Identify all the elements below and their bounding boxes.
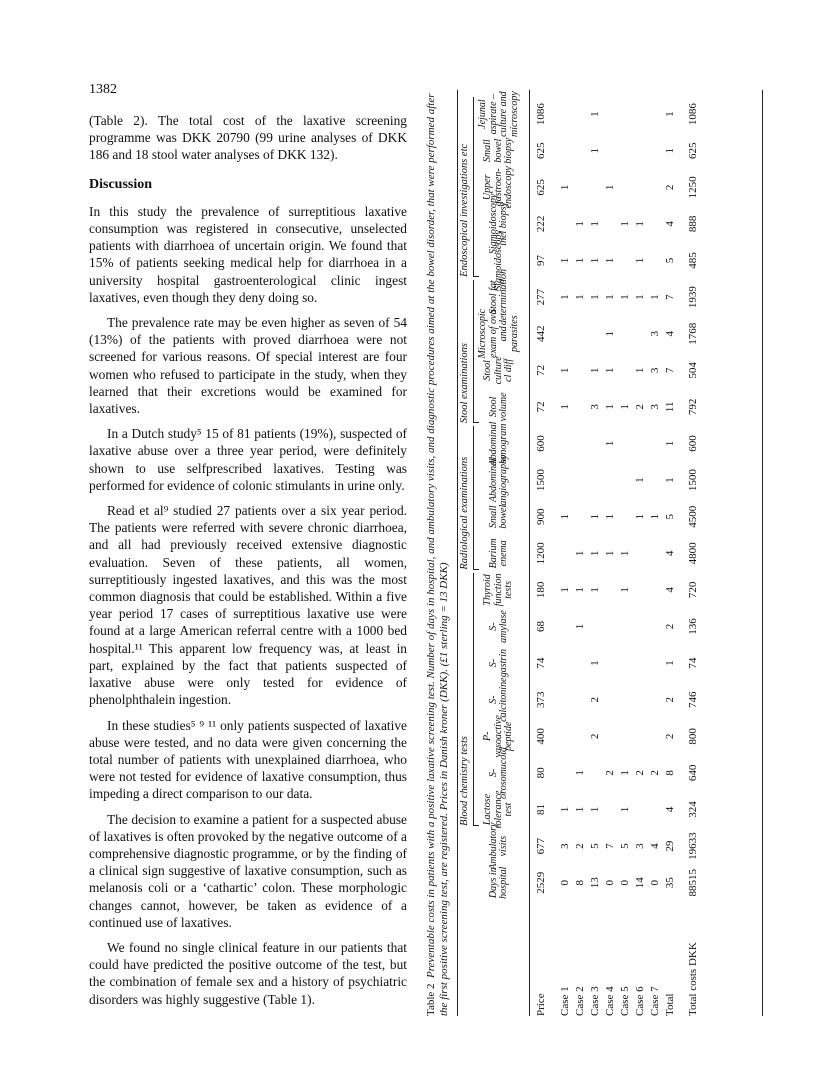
- table-cell: 2529: [535, 871, 547, 894]
- table-column-header: Stool volume: [487, 392, 509, 422]
- table-cell: 1: [634, 367, 646, 374]
- table-cell: 2: [634, 404, 646, 410]
- table-column-header: Small bowel: [487, 504, 509, 529]
- table-cell: 1: [604, 184, 616, 191]
- table-column-header: Days in hospital: [487, 866, 509, 899]
- table-cell: 1: [619, 404, 631, 410]
- table-cell: 1939: [687, 286, 699, 309]
- table-row-label: Case 4: [604, 986, 616, 1016]
- table-cell: 1500: [687, 469, 699, 492]
- table-cell: 4: [664, 330, 676, 337]
- table-cell: 1086: [535, 103, 547, 126]
- table-cell: 485: [687, 252, 699, 269]
- table-cell: 1: [559, 806, 571, 813]
- table-cell: 1: [574, 623, 586, 630]
- table-column-header: Barium enema: [487, 538, 509, 569]
- table-row-label: Case 1: [559, 986, 571, 1016]
- table-cell: 4: [664, 806, 676, 813]
- table-rule-top: [457, 90, 458, 1016]
- table-cell: 0: [649, 879, 661, 886]
- table-cell: 1: [589, 111, 601, 117]
- table-cell: 800: [687, 728, 699, 745]
- table-cell: 1500: [535, 469, 547, 492]
- table-column-header: Abdominal sonogram: [487, 421, 509, 466]
- table-column-header: Lactose tolerance test: [482, 790, 515, 829]
- table-cell: 1: [574, 587, 586, 593]
- table-cell: 5: [664, 513, 676, 520]
- table-cell: 8: [574, 879, 586, 886]
- table-rule-bottom: [762, 90, 763, 1016]
- table-column-header: Jejunal aspirate – culture and microscopy: [477, 91, 520, 137]
- table-cell: 1: [619, 294, 631, 300]
- table-cell: 1: [589, 257, 601, 264]
- table-cell: 72: [535, 401, 547, 413]
- table-cell: 19633: [687, 832, 699, 860]
- table-cell: 1: [664, 147, 676, 154]
- table-cell: 3: [649, 367, 661, 374]
- table-row-label: Case 6: [634, 986, 646, 1016]
- table-cell: 1: [574, 221, 586, 227]
- table-cell: 7: [664, 294, 676, 300]
- table-cell: 88515: [687, 868, 699, 897]
- table-cell: 4800: [687, 542, 699, 565]
- table-cell: 1: [559, 294, 571, 300]
- table-cell: 80: [535, 767, 547, 779]
- table-cell: 1: [634, 221, 646, 227]
- table-column-header: Upper gastroen-endoscopy: [482, 166, 515, 209]
- table-cell: 1: [664, 440, 676, 447]
- table-cell: 504: [687, 362, 699, 379]
- table-cell: 1200: [535, 542, 547, 565]
- table-cell: 1: [619, 806, 631, 813]
- table-cell: 4500: [687, 505, 699, 528]
- table-cell: 600: [535, 435, 547, 452]
- table-group-header: Stool examinations: [459, 343, 470, 424]
- table-column-header: S-amylase: [487, 610, 509, 643]
- table-cell: 1: [589, 660, 601, 666]
- table-cell: 640: [687, 764, 699, 782]
- page-number: 1382: [89, 82, 117, 97]
- table-cell: 3: [589, 404, 601, 410]
- table-cell: 180: [535, 581, 547, 599]
- table-cell: 900: [535, 508, 547, 525]
- table-cell: 4: [649, 843, 661, 849]
- table-cell: 1: [649, 294, 661, 300]
- table-cell: 4: [664, 587, 676, 593]
- table-cell: 2: [604, 770, 616, 776]
- table-cell: 1: [589, 550, 601, 557]
- table-cell: 1: [559, 367, 571, 374]
- table-cell: 68: [535, 621, 547, 633]
- table-cell: 1086: [687, 103, 699, 126]
- table-cell: 625: [535, 142, 547, 159]
- table-cell: 5: [589, 843, 601, 849]
- table-rule-header: [529, 90, 530, 1016]
- paragraph: In this study the prevalence of surreptitious laxative consumption was registered in consecutive, unselected patients with diarrhoea of uncertain origin. We found that 15% of patients seeking medical help for diarrhoea in a university hospital gastroenterological clinic ingest laxatives, even though they deny doing so.: [89, 203, 407, 305]
- table-row-label: Total: [664, 993, 676, 1016]
- table-cell: 1: [604, 330, 616, 337]
- table-cell: 1: [604, 294, 616, 300]
- table-cell: 1: [574, 550, 586, 557]
- table-cell: 1: [649, 513, 661, 520]
- table-cell: 677: [535, 837, 547, 855]
- table-row-label: Price: [535, 993, 547, 1016]
- table-cell: 35: [664, 877, 676, 889]
- table-column-header: P-vasoactive peptide: [482, 715, 515, 758]
- table-cell: 0: [619, 879, 631, 886]
- table-cell: 1: [604, 257, 616, 264]
- table-cell: 324: [687, 801, 699, 818]
- table-label: Table 2: [425, 983, 437, 1016]
- table-cell: 2: [664, 733, 676, 740]
- table-cell: 4: [664, 221, 676, 227]
- table-row-label: Case 3: [589, 986, 601, 1016]
- table-cell: 1768: [687, 322, 699, 345]
- table-cell: 1: [589, 294, 601, 300]
- table-row-label: Case 2: [574, 986, 586, 1016]
- table-cell: 792: [687, 398, 699, 416]
- paragraph: In a Dutch study⁵ 15 of 81 patients (19%), suspected of laxative abuse over a three year period, were definitely shown to use selfprescribed laxatives. Testing was performed for evidence of colonic stimulants in urine only.: [89, 426, 407, 493]
- table-cell: 2: [574, 843, 586, 849]
- table-row-label: Total costs DKK: [687, 942, 699, 1016]
- table-cell: 5: [664, 257, 676, 264]
- table-cell: 0: [604, 879, 616, 886]
- table-row-label: Case 7: [649, 986, 661, 1016]
- table-column-header: Thyroid function tests: [482, 573, 515, 607]
- table-cell: 1: [574, 257, 586, 264]
- table-cell: 2: [664, 623, 676, 630]
- table-cell: 2: [649, 770, 661, 776]
- table-cell: 136: [687, 618, 699, 635]
- table-cell: 1: [559, 587, 571, 593]
- paragraph: The decision to examine a patient for a suspected abuse of laxatives is often provoked by the negative outcome of a comprehensive diagnostic programme, or by the finding of a clinical sign suggestive of laxative consumption, such as melanosis coli or a ‘cathartic’ colon. These morphologic changes cannot, however, be taken as evidence of a continued use of laxatives.: [89, 811, 407, 930]
- table-column-header: S-orosomucoid: [487, 746, 509, 799]
- table-group-header: Endoscopical investigations etc: [459, 143, 470, 277]
- table-cell: 14: [634, 877, 646, 889]
- table-column-header: Sigmoidoscopy: [492, 230, 504, 291]
- table-cell: 1: [574, 806, 586, 813]
- table-cell: 3: [649, 330, 661, 337]
- table-cell: 1: [559, 257, 571, 264]
- table-cell: 222: [535, 215, 547, 233]
- section-heading: Discussion: [89, 176, 153, 192]
- table-column-header: Stool fat determination: [487, 269, 509, 326]
- table-cell: 8: [664, 770, 676, 776]
- table-row-label: Case 5: [619, 986, 631, 1016]
- table-cell: 1: [634, 257, 646, 264]
- table-cell: 81: [535, 804, 547, 816]
- table-cell: 5: [619, 843, 631, 849]
- table-cell: 11: [664, 401, 676, 413]
- table-cell: 1: [589, 147, 601, 154]
- table-cell: 7: [604, 843, 616, 849]
- table-cell: 1: [589, 513, 601, 520]
- table-cell: 400: [535, 728, 547, 745]
- table-cell: 2: [664, 184, 676, 191]
- cost-table: [425, 90, 769, 1016]
- table-column-header: Sigmoidoscopy incl biopsy: [487, 193, 509, 255]
- table-cell: 720: [687, 581, 699, 599]
- table-cell: 1: [619, 587, 631, 593]
- table-cell: 625: [535, 179, 547, 196]
- paragraph: The prevalence rate may be even higher as seven of 54 (13%) of the patients with proved diarrhoea were not screened for various reasons. Of special interest are four women who refused to participate in the study, when they learned that their excretions would be examined for laxatives.: [89, 315, 407, 417]
- table-cell: 3: [634, 843, 646, 849]
- table-cell: 1: [634, 513, 646, 520]
- table-cell: 625: [687, 142, 699, 159]
- table-cell: 888: [687, 215, 699, 233]
- paragraph: Read et al⁹ studied 27 patients over a six year period. The patients were referred with severe chronic diarrhoea, and all had previously received extensive diagnostic evaluation. Seven of these patients, all women, surreptitiously ingested laxatives, and this was the most common diagnosis that could be established. Within a five year period 17 cases of surreptitious laxative use were found at a large American referral centre with a 1000 bed hospital.¹¹ This apparent low frequency was, at least in part, explained by the fact that patients suspected of laxative abuse were only tested for evidence of phenolphthalein ingestion.: [89, 503, 407, 708]
- table-cell: 2: [634, 770, 646, 776]
- table-cell: 1: [589, 806, 601, 813]
- table-cell: 1: [604, 404, 616, 410]
- table-cell: 74: [535, 657, 547, 669]
- table-cell: 2: [589, 733, 601, 740]
- table-group-header: Blood chemistry tests: [459, 735, 470, 826]
- table-cell: 373: [535, 691, 547, 708]
- table-cell: 1: [559, 404, 571, 410]
- table-cell: 1: [619, 221, 631, 227]
- table-cell: 1: [604, 550, 616, 557]
- table-caption: [425, 90, 451, 1016]
- table-cell: 72: [535, 364, 547, 376]
- table-column-header: S-calcitonine: [487, 677, 509, 722]
- table-column-header: Microscopic exam of ova and parasites: [477, 308, 520, 359]
- table-group-header: Radiological examinations: [459, 456, 470, 570]
- table-cell: 1: [604, 367, 616, 374]
- table-cell: 1: [589, 587, 601, 593]
- table-cell: 13: [589, 877, 601, 889]
- table-cell: 0: [559, 879, 571, 886]
- table-cell: 1: [619, 770, 631, 776]
- table-caption-text: Preventable costs in patients with a positive laxative screening test. Number of days in hospital, and ambulatory visits, and diagnostic procedures aimed at the bowel disorder, that were performed after the first positive screening test, are registered. Prices in Danish kroner (DKK). (£1 sterling = 13 DKK): [425, 93, 450, 1016]
- table-cell: 1: [589, 367, 601, 374]
- table-cell: 1: [664, 477, 676, 483]
- table-cell: 1: [664, 660, 676, 666]
- table-cell: 1250: [687, 176, 699, 199]
- table-cell: 97: [535, 255, 547, 267]
- table-cell: 1: [574, 294, 586, 300]
- table-cell: 74: [687, 657, 699, 669]
- table-cell: 3: [559, 843, 571, 849]
- paragraph: (Table 2). The total cost of the laxative screening programme was DKK 20790 (99 urine analyses of DKK 186 and 18 stool water analyses of DKK 132).: [89, 113, 407, 163]
- table-cell: 1: [559, 513, 571, 520]
- table-cell: 1: [574, 770, 586, 776]
- table-cell: 1: [604, 440, 616, 447]
- table-column-header: Abdominal angiography: [487, 454, 509, 506]
- table-column-header: Small bowel biopsy: [482, 137, 515, 164]
- table-cell: 442: [535, 325, 547, 342]
- table-cell: 746: [687, 691, 699, 708]
- paragraph: In these studies⁵ ⁹ ¹¹ only patients suspected of laxative abuse were tested, and no data were given concerning the total number of patients with unexplained diarrhoea, who were not tested for evidence of laxative consumption, thus impeding a direct comparison to our data.: [89, 717, 407, 802]
- table-column-header: Ambulatory visits: [487, 822, 509, 870]
- table-cell: 3: [649, 404, 661, 410]
- table-cell: 7: [664, 367, 676, 374]
- table-cell: 4: [664, 550, 676, 557]
- table-cell: 2: [664, 696, 676, 703]
- table-cell: 1: [634, 294, 646, 300]
- table-cell: 1: [664, 111, 676, 117]
- table-cell: 600: [687, 435, 699, 452]
- table-cell: 1: [619, 550, 631, 557]
- table-cell: 1: [634, 477, 646, 483]
- table-cell: 1: [604, 513, 616, 520]
- table-cell: 2: [589, 696, 601, 703]
- text-column: [89, 112, 407, 1016]
- table-cell: 1: [589, 221, 601, 227]
- table-cell: 277: [535, 288, 547, 306]
- table-cell: 1: [559, 184, 571, 191]
- table-column-header: S-gastrin: [487, 648, 509, 678]
- table-column-header: Stool culture cl diff: [482, 356, 515, 385]
- paragraph: We found no single clinical feature in our patients that could have predicted the positive outcome of the test, but the combination of female sex and a history of psychiatric disorders was highly suggestive (Table 1).: [89, 939, 407, 1007]
- table-cell: 29: [664, 840, 676, 852]
